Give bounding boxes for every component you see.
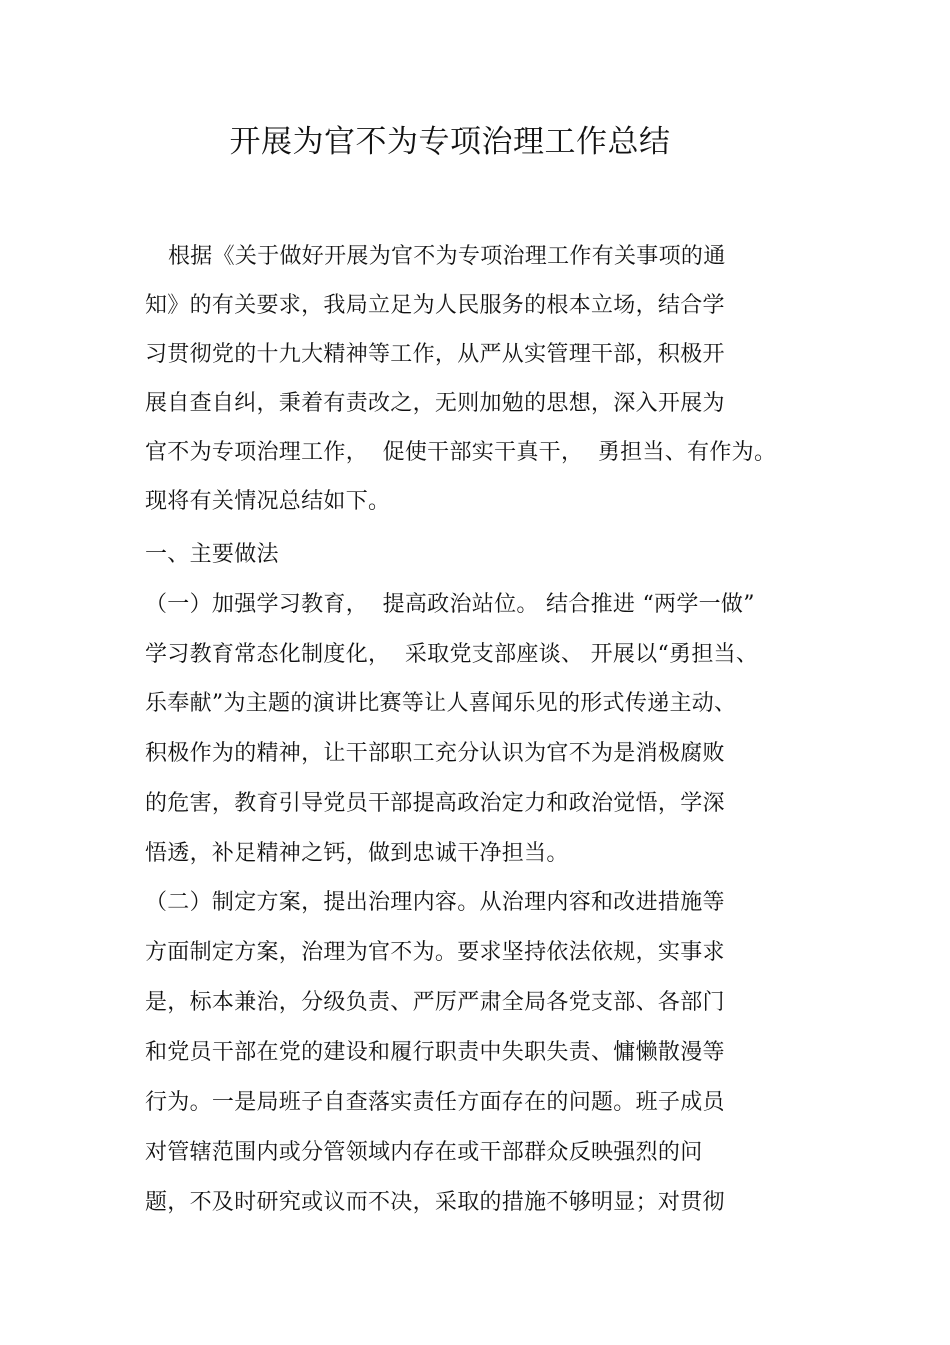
paragraph-line: （一）加强学习教育， 提高政治站位。 结合推进 “两学一做” [145,592,755,617]
paragraph-line: 知》的有关要求，我局立足为人民服务的根本立场，结合学 [145,293,725,318]
paragraph-line: 的危害，教育引导党员干部提高政治定力和政治觉悟，学深 [145,791,725,816]
paragraph-line: 方面制定方案，治理为官不为。要求坚持依法依规，实事求 [145,940,725,965]
paragraph-line: 乐奉献”为主题的演讲比赛等让人喜闻乐见的形式传递主动、 [145,691,737,716]
paragraph-line: 和党员干部在党的建设和履行职责中失职失责、慵懒散漫等 [145,1040,725,1065]
paragraph-line: 展自查自纠，秉着有责改之，无则加勉的思想，深入开展为 [145,391,725,416]
paragraph-line: 是，标本兼治，分级负责、严厉严肃全局各党支部、各部门 [145,990,725,1015]
paragraph-line: 悟透，补足精神之钙，做到忠诚干净担当。 [145,841,569,866]
paragraph-line: （二）制定方案，提出治理内容。从治理内容和改进措施等 [145,890,725,915]
paragraph-line: 习贯彻党的十九大精神等工作，从严从实管理干部，积极开 [145,342,725,367]
paragraph-line: 题，不及时研究或议而不决，采取的措施不够明显；对贯彻 [145,1190,725,1215]
paragraph-line: 官不为专项治理工作， 促使干部实干真干， 勇担当、有作为。 [145,440,777,465]
paragraph-line: 对管辖范围内或分管领域内存在或干部群众反映强烈的问 [145,1140,703,1165]
section-heading: 一、主要做法 [145,542,279,567]
paragraph-line: 学习教育常态化制度化， 采取党支部座谈、 开展以“勇担当、 [145,642,759,667]
paragraph-line: 根据《关于做好开展为官不为专项治理工作有关事项的通 [168,244,726,269]
paragraph-line: 积极作为的精神，让干部职工充分认识为官不为是消极腐败 [145,741,725,766]
document-title: 开展为官不为专项治理工作总结 [229,124,671,160]
paragraph-line: 行为。一是局班子自查落实责任方面存在的问题。班子成员 [145,1090,725,1115]
paragraph-line: 现将有关情况总结如下。 [145,489,391,514]
